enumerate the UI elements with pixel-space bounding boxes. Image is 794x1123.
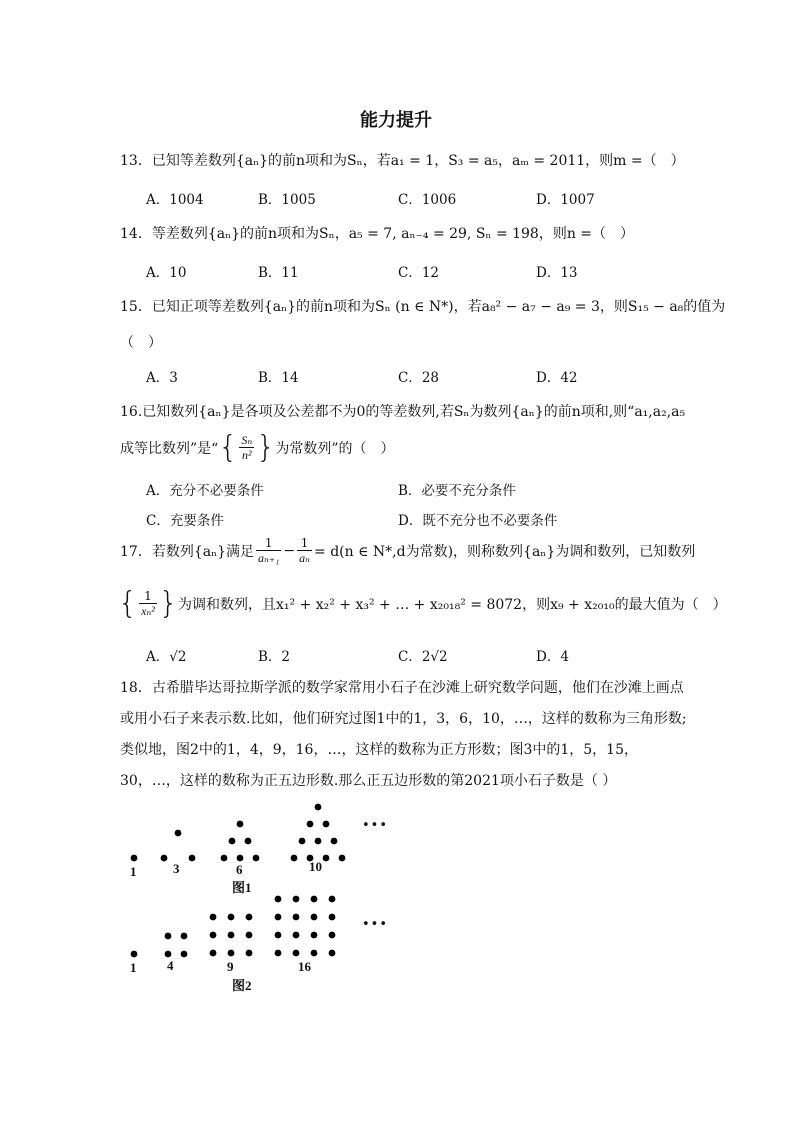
dot — [275, 932, 282, 939]
triangular-6-dots — [221, 821, 260, 862]
q17-option-d: D．4 — [536, 649, 569, 665]
dot — [210, 932, 217, 939]
dot — [210, 914, 217, 921]
left-brace: { — [118, 586, 138, 621]
q17-line2-fraction-numerator: 1 — [139, 589, 157, 604]
dot — [181, 933, 188, 940]
q15-option-a: A．3 — [146, 370, 178, 386]
dot — [189, 855, 196, 862]
q15-option-c: C．28 — [398, 370, 440, 386]
square-9-dots — [210, 914, 253, 957]
q17-fraction-2-numerator: 1 — [297, 536, 312, 551]
question-13-text: 13．已知等差数列{aₙ}的前n项和为Sₙ，若a₁ = 1，S₃ = a₅，aₘ = 2011，则m =（ ） — [120, 153, 685, 169]
dot — [329, 914, 336, 921]
figure-1-ellipsis: ••• — [362, 818, 389, 833]
dot — [293, 932, 300, 939]
figure-1-label-3: 3 — [173, 861, 180, 876]
q14-option-d: D．13 — [536, 265, 578, 281]
square-4-dots — [165, 933, 188, 958]
q17-prefix: 17．若数列{aₙ}满足 — [120, 543, 255, 560]
dot — [311, 950, 318, 957]
dot — [299, 838, 306, 845]
q16-line2-suffix: 为常数列”的（ ） — [275, 440, 395, 457]
dot — [311, 914, 318, 921]
dot — [131, 855, 138, 862]
figure-2-label-16: 16 — [298, 959, 311, 974]
dot — [246, 950, 253, 957]
q17-line2-fraction — [139, 589, 157, 618]
q17-minus: − — [283, 542, 296, 559]
figure-1-caption: 图1 — [232, 880, 252, 895]
dot — [175, 830, 182, 837]
q17-line2-text: 为调和数列，且x₁² + x₂² + x₃² + … + x₂₀₁₈² = 8072，则x₉ + x₂₀₁₀的最大值为（ ） — [177, 596, 727, 613]
dot — [323, 855, 330, 862]
figure-1-triangular-numbers — [120, 796, 400, 896]
page-title: 能力提升 — [360, 110, 432, 131]
left-brace: { — [218, 430, 238, 465]
dot — [329, 896, 336, 903]
question-15-paren: （ ） — [120, 335, 162, 351]
dot — [131, 951, 138, 958]
q17-line2-fraction-denominator: xₙ² — [141, 604, 155, 618]
q13-option-d: D．1007 — [536, 192, 595, 208]
q16-option-c: C．充要条件 — [146, 513, 224, 529]
dot — [237, 821, 244, 828]
dot — [275, 896, 282, 903]
q14-option-c: C．12 — [398, 265, 440, 281]
dot — [246, 932, 253, 939]
dot — [253, 855, 260, 862]
dot — [329, 932, 336, 939]
q13-option-a: A．1004 — [146, 192, 204, 208]
figure-2-square-numbers — [120, 884, 360, 964]
q13-option-c: C．1006 — [398, 192, 457, 208]
q17-fraction-2 — [297, 536, 312, 565]
figure-2-label-4: 4 — [167, 958, 174, 973]
right-brace: } — [256, 430, 276, 465]
dot — [291, 855, 298, 862]
right-brace: } — [158, 586, 178, 621]
question-18-line-3: 类似地，图2中的1，4，9，16，…，这样的数称为正方形数；图3中的1，5，15， — [120, 742, 638, 758]
question-18-line-2: 或用小石子来表示数.比如，他们研究过图1中的1，3，6，10，…，这样的数称为三角形数; — [120, 711, 687, 727]
figure-1-label-1: 1 — [130, 864, 137, 879]
dot — [275, 914, 282, 921]
figure-2-caption: 图2 — [232, 978, 252, 993]
dot — [293, 914, 300, 921]
question-17-line1 — [120, 536, 695, 565]
figure-1-label-6: 6 — [236, 862, 243, 877]
dot — [311, 896, 318, 903]
q14-option-a: A．10 — [146, 265, 187, 281]
q15-option-b: B．14 — [258, 370, 299, 386]
dot — [323, 821, 330, 828]
triangular-3-dots — [161, 830, 196, 862]
question-15-text: 15．已知正项等差数列{aₙ}的前n项和为Sₙ (n ∈ N*)，若a₈² − a₇ − a₉ = 3，则S₁₅ − a₈的值为 — [120, 299, 726, 315]
dot — [315, 804, 322, 811]
dot — [329, 950, 336, 957]
q17-suffix: = d(n ∈ N*,d为常数)，则称数列{aₙ}为调和数列，已知数列 — [314, 543, 696, 560]
dot — [245, 838, 252, 845]
dot — [228, 950, 235, 957]
q15-option-d: D．42 — [536, 370, 578, 386]
dot — [210, 950, 217, 957]
question-18-line-4: 30，…，这样的数称为正五边形数.那么正五边形数的第2021项小石子数是（ ） — [120, 773, 617, 789]
triangular-10-dots — [291, 804, 346, 862]
q16-option-a: A．充分不必要条件 — [146, 483, 264, 499]
dot — [165, 933, 172, 940]
dot — [293, 950, 300, 957]
square-1-dots — [131, 951, 138, 958]
q14-option-b: B．11 — [258, 265, 299, 281]
q17-option-b: B．2 — [258, 649, 291, 665]
dot — [165, 951, 172, 958]
dot — [246, 914, 253, 921]
q16-fraction — [239, 433, 254, 462]
q17-fraction-2-denominator: aₙ — [299, 551, 311, 565]
question-16-text: 16.已知数列{aₙ}是各项及公差都不为0的等差数列,若Sₙ为数列{aₙ}的前n项和,则“a₁,a₂,a₅ — [120, 404, 686, 420]
triangular-1-dots — [131, 855, 138, 862]
q17-option-a: A．√2 — [146, 649, 187, 665]
dot — [181, 951, 188, 958]
dot — [293, 896, 300, 903]
dot — [307, 821, 314, 828]
q16-option-d: D．既不充分也不必要条件 — [398, 513, 558, 529]
figure-2-label-1: 1 — [130, 960, 137, 975]
dot — [339, 855, 346, 862]
dot — [331, 838, 338, 845]
figure-2-label-9: 9 — [227, 959, 234, 974]
dot — [315, 838, 322, 845]
dot — [228, 932, 235, 939]
q16-fraction-denominator: n² — [242, 448, 252, 462]
dot — [229, 838, 236, 845]
q16-line2-prefix: 成等比数列”是“ — [120, 440, 219, 457]
question-17-line2 — [118, 586, 727, 621]
dot — [311, 932, 318, 939]
q17-option-c: C．2√2 — [398, 649, 448, 665]
question-18-line-1: 18．古希腊毕达哥拉斯学派的数学家常用小石子在沙滩上研究数学问题，他们在沙滩上画点 — [120, 680, 684, 696]
q16-fraction-numerator: Sₙ — [241, 433, 253, 447]
dot — [237, 855, 244, 862]
question-14-text: 14．等差数列{aₙ}的前n项和为Sₙ，a₅ = 7, aₙ₋₄ = 29, Sₙ = 198，则n =（ ） — [120, 226, 635, 242]
q17-fraction-1-numerator: 1 — [256, 536, 281, 551]
dot — [161, 855, 168, 862]
q13-option-b: B．1005 — [258, 192, 316, 208]
figure-1-label-10: 10 — [309, 859, 322, 874]
q16-option-b: B．必要不充分条件 — [398, 483, 516, 499]
q17-fraction-1-denominator: aₙ₊₁ — [258, 551, 280, 565]
dot — [228, 914, 235, 921]
question-16-line2 — [120, 430, 395, 465]
dot — [221, 855, 228, 862]
dot — [275, 950, 282, 957]
q17-fraction-1 — [256, 536, 281, 565]
square-16-dots — [275, 896, 336, 957]
figure-2-ellipsis: ••• — [362, 917, 389, 932]
